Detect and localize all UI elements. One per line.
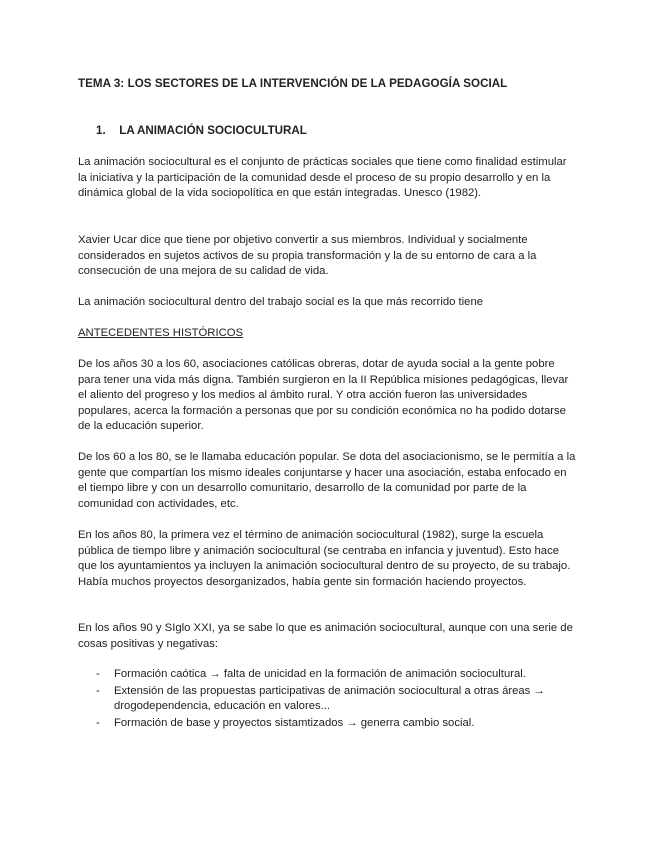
history-paragraph: De los 60 a los 80, se le llamaba educación popular. Se dota del asociacionismo, se le permitía a la gente que compartían los mismo ideales conjuntarse y hacer una asociación, estaba enfocado en el tiempo libre y con un desarrollo comunitario, desarrollo de la comunidad por parte de la comunidad con actividades, etc. <box>78 451 576 510</box>
intro-paragraph: Xavier Ucar dice que tiene por objetivo convertir a sus miembros. Individual y socialmente considerados en sujetos activos de su propia transformación y la de su entorno de cara a la consecución de una mejora de su calidad de vida. <box>78 234 537 277</box>
history-paragraph: De los años 30 a los 60, asociaciones católicas obreras, dotar de ayuda social a la gente pobre para tener una vida más digna. También surgieron en la II República misiones pedagógicas, llevar el aliento del progreso y los medios al ámbito rural. Y otra acción fueron las universidades populares, acerca la formación a personas que por su condición económica no ha podido dotarse de la educación superior. <box>78 358 569 432</box>
document-title: TEMA 3: LOS SECTORES DE LA INTERVENCIÓN DE LA PEDAGOGÍA SOCIAL <box>78 77 508 90</box>
bullet-marker: - <box>96 684 100 697</box>
intro-paragraph: La animación sociocultural es el conjunto de prácticas sociales que tiene como finalidad estimular la iniciativa y la participación de la comunidad desde el proceso de su propio desarrollo y en la dinámica global de la vida sociopolítica en que están integradas. Unesco (1982). <box>78 156 567 199</box>
list-item <box>78 667 578 683</box>
list-item-text: Extensión de las propuestas participativas de animación sociocultural a otras áreas → drogodependencia, educación en valores... <box>114 684 545 712</box>
bullet-marker: - <box>96 716 100 729</box>
section-title: LA ANIMACIÓN SOCIOCULTURAL <box>119 124 307 137</box>
section-heading <box>96 124 307 137</box>
list-item-text: Formación de base y proyectos sistamtizados → generra cambio social. <box>114 716 475 729</box>
bullet-list <box>78 667 578 732</box>
bullet-marker: - <box>96 668 100 680</box>
history-heading: ANTECEDENTES HISTÓRICOS <box>78 327 244 339</box>
history-paragraph: En los años 80, la primera vez el término de animación sociocultural (1982), surge la escuela pública de tiempo libre y animación sociocultural (se centraba en infancia y juventud). Esto hace que los ayuntamientos ya incluyen la animación sociocultural dentro de su proyecto, de su trabajo. Había muchos proyectos desorganizados, había gente sin formación haciendo proyectos. <box>78 529 571 588</box>
section-number: 1. <box>96 124 106 137</box>
list-item <box>78 716 578 732</box>
list-item-text: Formación caótica → falta de unicidad en la formación de animación sociocultural. <box>114 668 526 680</box>
list-item <box>78 684 578 715</box>
intro-paragraph: La animación sociocultural dentro del trabajo social es la que más recorrido tiene <box>78 296 484 308</box>
history-paragraph: En los años 90 y SIglo XXI, ya se sabe lo que es animación sociocultural, aunque con una serie de cosas positivas y negativas: <box>78 622 573 650</box>
